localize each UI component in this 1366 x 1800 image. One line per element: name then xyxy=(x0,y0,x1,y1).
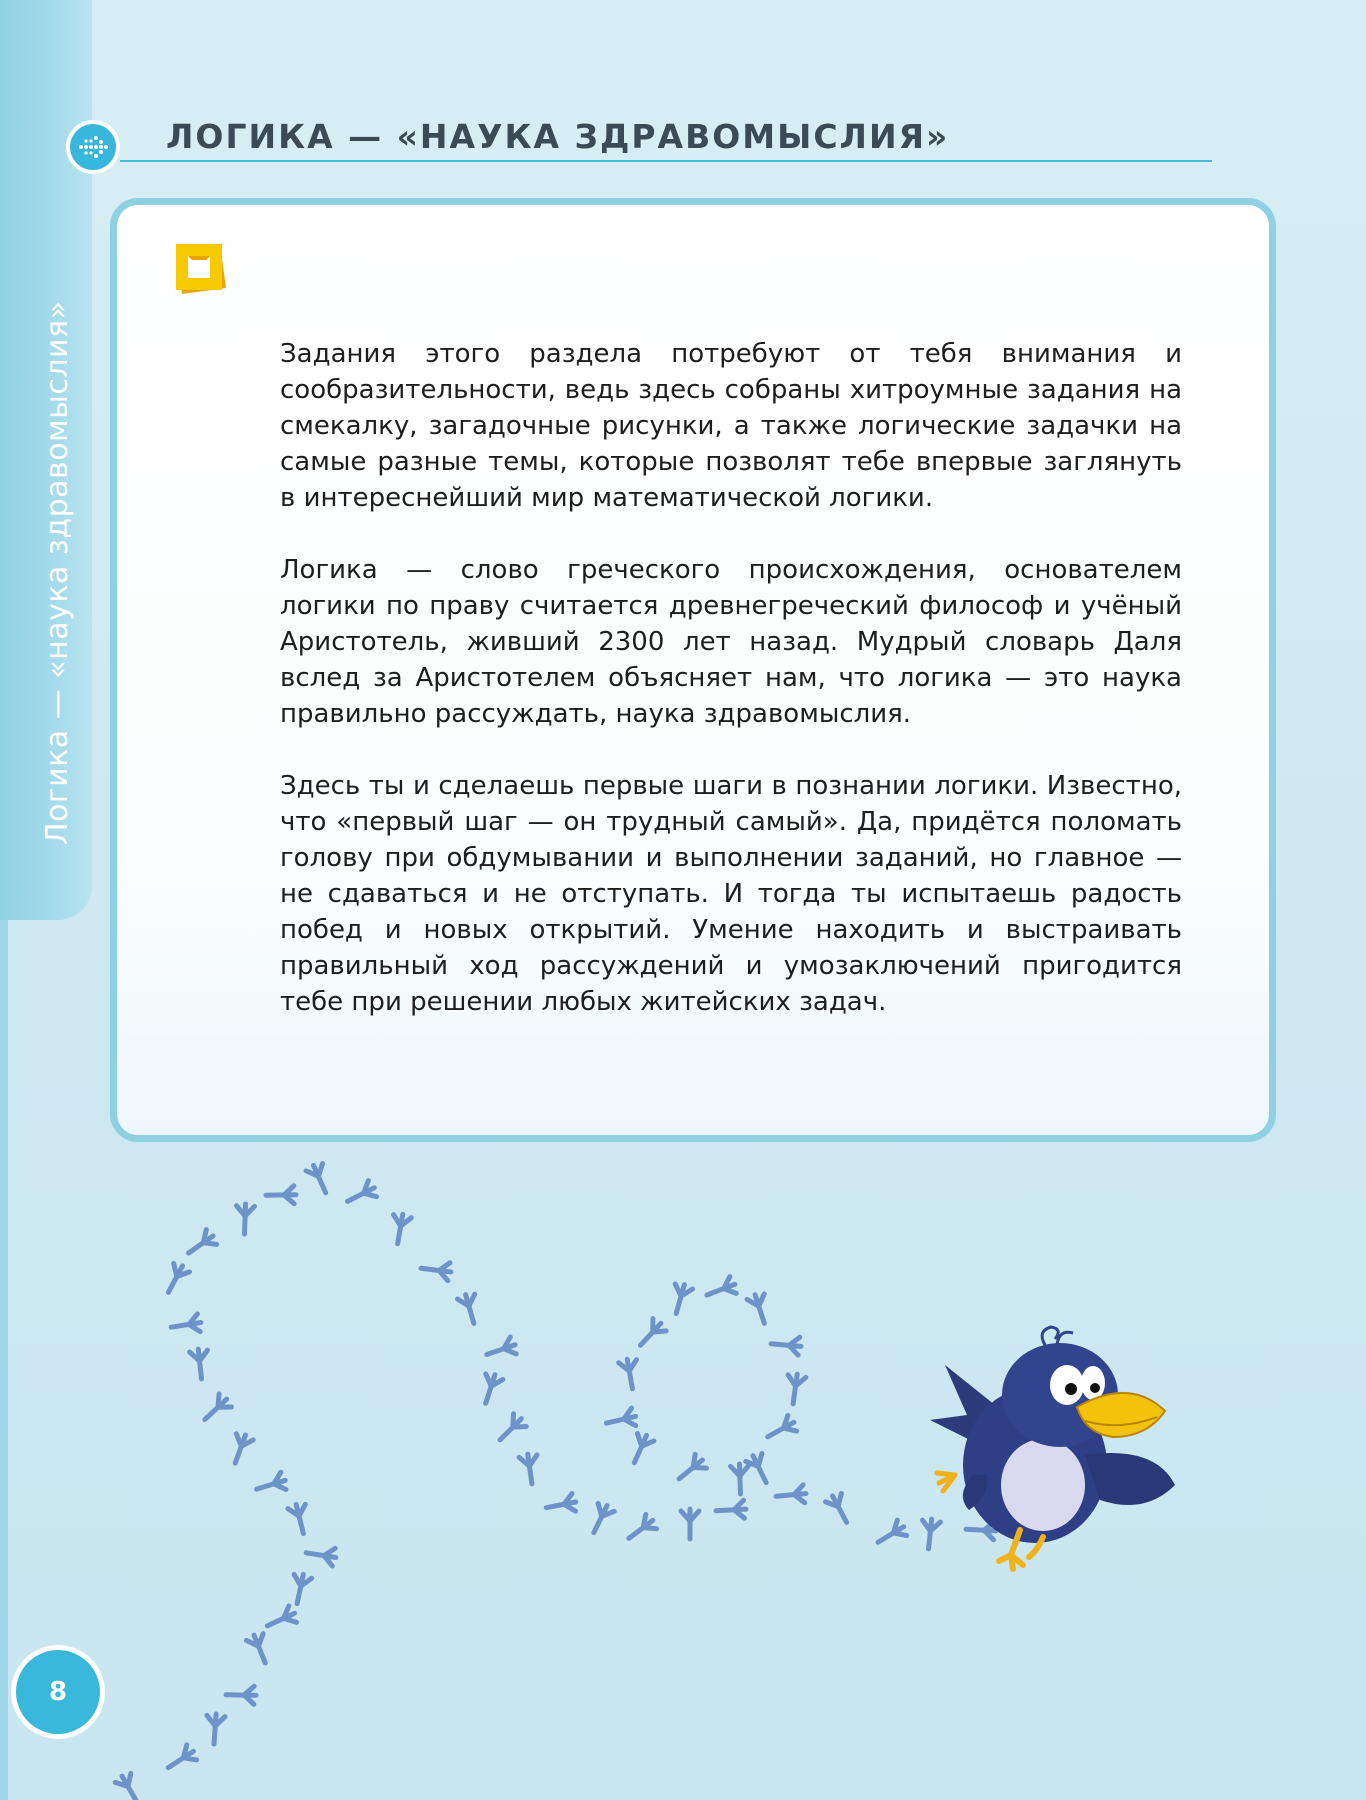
footprint xyxy=(545,1493,578,1516)
footprint xyxy=(477,1372,503,1406)
footprint xyxy=(604,1408,637,1432)
footprint xyxy=(873,1519,908,1550)
footprint xyxy=(784,1373,806,1405)
footprint xyxy=(484,1336,518,1363)
footprint xyxy=(763,1414,798,1444)
footprint xyxy=(745,1452,774,1487)
crow-mascot xyxy=(925,1325,1195,1575)
footprint xyxy=(667,1282,693,1316)
page-title: ЛОГИКА — «НАУКА ЗДРАВОМЫСЛИЯ» xyxy=(166,117,950,156)
footprint xyxy=(519,1453,541,1485)
footprint xyxy=(246,1632,274,1667)
yellow-square-frame-icon xyxy=(172,240,230,298)
footprint xyxy=(623,1513,658,1545)
paragraph: Задания этого раздела потребуют от тебя внимания и сообразительности, ведь здесь собраны хитроумные задания на смекалку, загадочные рисунки, а также логические задачки на самые разные темы, которые позволят тебе впервые заглянуть в интереснейший мир математической логики. xyxy=(280,339,1182,513)
side-section-label: Логика — «наука здравомыслия» xyxy=(40,300,75,845)
footprint xyxy=(770,1335,801,1356)
footprint xyxy=(114,1772,145,1800)
paragraph: Логика — слово греческого происхождения, основателем логики по праву считается древнегреческий философ и учёный Аристотель, живший 2300 лет назад. Мудрый словарь Даля вслед за Аристотелем объясняет нам, что логика — это наука правильно рассуждать, наука здравомыслия. xyxy=(280,555,1182,729)
footprint xyxy=(199,1393,233,1427)
footprint xyxy=(227,1432,254,1466)
page-number: 8 xyxy=(16,1650,100,1734)
footprint xyxy=(775,1485,806,1506)
footprint xyxy=(673,1453,708,1486)
footprint xyxy=(343,1180,378,1210)
footprint xyxy=(288,1572,312,1605)
footprint xyxy=(254,1472,288,1498)
footprint xyxy=(681,1509,699,1539)
footprint xyxy=(305,1162,334,1197)
footprint xyxy=(189,1348,210,1380)
footprint xyxy=(287,1502,312,1535)
footprint xyxy=(236,1204,255,1235)
footprint xyxy=(226,1686,256,1705)
intro-text xyxy=(280,336,1182,1056)
footprint xyxy=(618,1358,641,1391)
footprint xyxy=(389,1213,412,1246)
footprint xyxy=(163,1744,198,1775)
footprint xyxy=(183,1228,218,1260)
footprint xyxy=(264,1605,299,1634)
footprint xyxy=(704,1276,738,1304)
footprint xyxy=(825,1492,855,1527)
footprint xyxy=(626,1432,655,1467)
footprint xyxy=(746,1292,772,1326)
footprint xyxy=(634,1317,668,1351)
footprint xyxy=(205,1713,225,1744)
dotted-arrow-icon xyxy=(70,124,116,170)
footprint xyxy=(716,1500,747,1520)
paragraph: Здесь ты и сделаешь первые шаги в познании логики. Известно, что «первый шаг — он трудный самый». Да, придётся поломать голову при обдумывании и выполнении заданий, но главное — не сдаваться и не отступать. И тогда ты испытаешь радость побед и новых открытий. Умение находить и выстраивать правильный ход рассуждений и умозаключений пригодится тебе при решении любых житейских задач. xyxy=(280,771,1182,1017)
footprint xyxy=(494,1412,528,1446)
footprint xyxy=(305,1544,337,1566)
title-underline xyxy=(120,160,1212,162)
footprint xyxy=(266,1186,296,1205)
footprint xyxy=(420,1259,452,1281)
footprint xyxy=(730,1464,749,1495)
footprint xyxy=(457,1292,483,1326)
footprint xyxy=(170,1314,202,1336)
footprint xyxy=(586,1502,615,1537)
footprint xyxy=(160,1262,190,1297)
